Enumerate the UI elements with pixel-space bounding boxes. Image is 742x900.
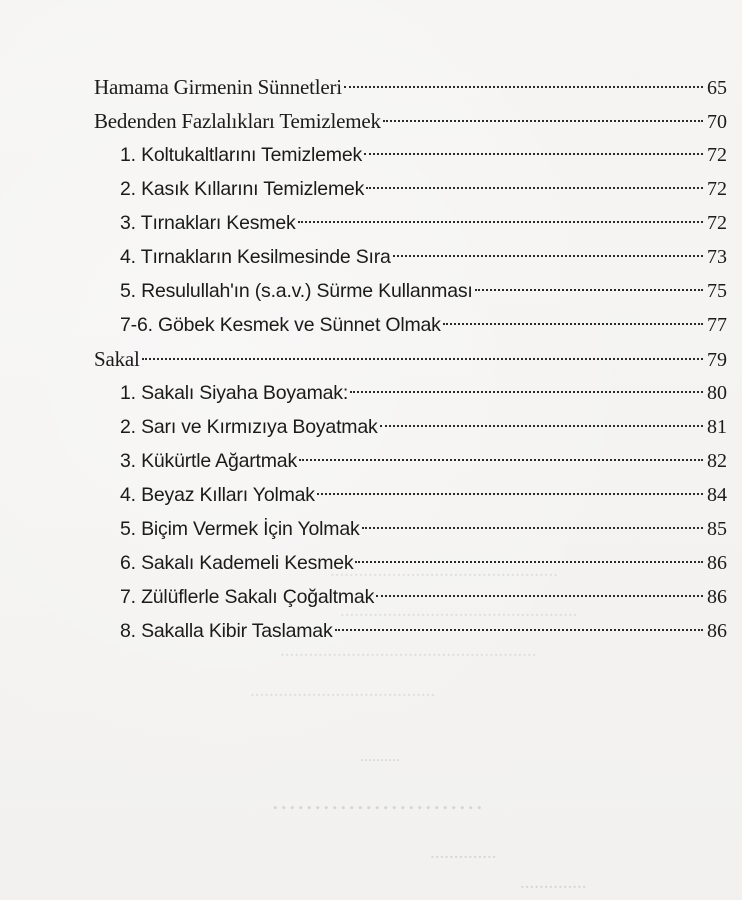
toc-subsection-entry[interactable] <box>94 172 727 206</box>
toc-dot-leader <box>443 323 703 325</box>
toc-section-entry[interactable] <box>94 70 727 104</box>
toc-page-number: 86 <box>707 552 727 574</box>
bleed-through-line: .............. <box>520 872 587 893</box>
table-of-contents <box>94 70 727 648</box>
toc-entry-title: 1. Koltukaltlarını Temizlemek <box>120 144 363 166</box>
toc-entry-title: 4. Beyaz Kılları Yolmak <box>120 484 315 506</box>
toc-dot-leader <box>344 86 703 88</box>
toc-entry-title: Hamama Girmenin Sünnetleri <box>94 75 342 99</box>
toc-dot-leader <box>380 425 703 427</box>
toc-subsection-entry[interactable] <box>94 478 727 512</box>
toc-page-number: 81 <box>707 416 727 438</box>
toc-page-number: 79 <box>707 349 727 371</box>
toc-entry-title: Bedenden Fazlalıkları Temizlemek <box>94 109 381 133</box>
toc-subsection-entry[interactable] <box>94 376 727 410</box>
toc-dot-leader <box>355 561 703 563</box>
bleed-through-line: .......... <box>360 748 400 765</box>
toc-subsection-entry[interactable] <box>94 580 727 614</box>
bleed-through-line: .................................................. <box>340 600 578 621</box>
toc-subsection-entry[interactable] <box>94 274 727 308</box>
bleed-through-line: ...................................................... <box>280 640 537 661</box>
toc-entry-title: 7-6. Göbek Kesmek ve Sünnet Olmak <box>120 314 441 336</box>
toc-subsection-entry[interactable] <box>94 308 727 342</box>
toc-dot-leader <box>362 527 703 529</box>
toc-dot-leader <box>364 153 703 155</box>
toc-page-number: 75 <box>707 280 727 302</box>
toc-subsection-entry[interactable] <box>94 614 727 648</box>
toc-dot-leader <box>376 595 703 597</box>
toc-entry-title: 6. Sakalı Kademeli Kesmek <box>120 552 354 574</box>
toc-page-number: 86 <box>707 620 727 642</box>
toc-subsection-entry[interactable] <box>94 206 727 240</box>
toc-page-number: 72 <box>707 212 727 234</box>
toc-page-number: 77 <box>707 314 727 336</box>
toc-page-number: 82 <box>707 450 727 472</box>
toc-dot-leader <box>393 255 703 257</box>
toc-page-number: 80 <box>707 382 727 404</box>
bleed-through-line: ....................................... <box>250 680 436 701</box>
toc-page-number: 73 <box>707 246 727 268</box>
toc-dot-leader <box>299 459 703 461</box>
toc-entry-title: 3. Tırnakları Kesmek <box>120 212 296 234</box>
toc-dot-leader <box>335 629 704 631</box>
toc-entry-title: 2. Kasık Kıllarını Temizlemek <box>120 178 365 200</box>
toc-subsection-entry[interactable] <box>94 138 727 172</box>
bleed-through-line: ................................................ <box>330 560 558 581</box>
toc-entry-title: 4. Tırnakların Kesilmesinde Sıra <box>120 246 391 268</box>
toc-entry-title: 3. Kükürtle Ağartmak <box>120 450 298 472</box>
toc-entry-title: 2. Sarı ve Kırmızıya Boyatmak <box>120 416 378 438</box>
toc-section-entry[interactable] <box>94 104 727 138</box>
toc-section-entry[interactable] <box>94 342 727 376</box>
toc-dot-leader <box>142 358 703 360</box>
toc-subsection-entry[interactable] <box>94 512 727 546</box>
toc-page-number: 85 <box>707 518 727 540</box>
toc-dot-leader <box>298 221 703 223</box>
toc-dot-leader <box>366 187 703 189</box>
toc-dot-leader <box>475 289 703 291</box>
bleed-through-line: ......................... <box>270 786 483 815</box>
toc-subsection-entry[interactable] <box>94 410 727 444</box>
toc-entry-title: 8. Sakalla Kibir Taslamak <box>120 620 333 642</box>
toc-entry-title: 1. Sakalı Siyaha Boyamak: <box>120 382 349 404</box>
toc-dot-leader <box>317 493 703 495</box>
toc-entry-title: 7. Zülüflerle Sakalı Çoğaltmak <box>120 586 375 608</box>
toc-page-number: 84 <box>707 484 727 506</box>
toc-page-number: 72 <box>707 144 727 166</box>
toc-subsection-entry[interactable] <box>94 444 727 478</box>
toc-page-number: 65 <box>707 77 727 99</box>
toc-page-number: 72 <box>707 178 727 200</box>
toc-subsection-entry[interactable] <box>94 546 727 580</box>
bleed-through-line: .............. <box>430 842 497 863</box>
toc-dot-leader <box>383 120 703 122</box>
toc-entry-title: 5. Resulullah'ın (s.a.v.) Sürme Kullanması <box>120 280 473 302</box>
toc-entry-title: Sakal <box>94 347 140 371</box>
toc-entry-title: 5. Biçim Vermek İçin Yolmak <box>120 518 360 540</box>
toc-page-number: 86 <box>707 586 727 608</box>
toc-page-number: 70 <box>707 111 727 133</box>
toc-dot-leader <box>350 391 703 393</box>
toc-subsection-entry[interactable] <box>94 240 727 274</box>
